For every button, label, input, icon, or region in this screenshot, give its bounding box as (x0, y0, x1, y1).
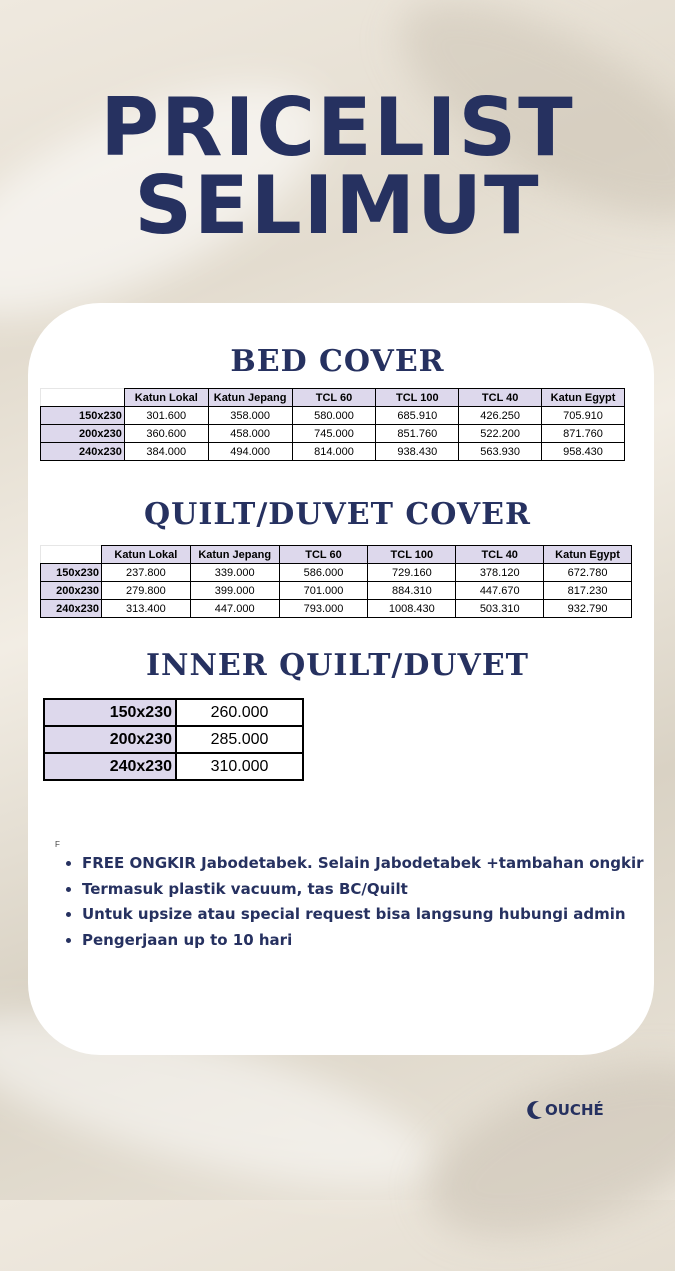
quilt-cover-heading: QUILT/DUVET COVER (144, 497, 531, 532)
notes-list (64, 851, 644, 953)
page-title-line2: SELIMUT (134, 159, 541, 252)
table-header-row (41, 546, 632, 564)
row-size-label: 240x230 (44, 753, 176, 780)
column-header: TCL 40 (456, 546, 544, 564)
price-cell: 384.000 (124, 443, 208, 461)
background-fold (406, 1029, 675, 1270)
price-cell: 279.800 (101, 582, 190, 600)
inner-quilt-table (43, 698, 304, 781)
table-row (44, 726, 303, 753)
price-cell: 745.000 (292, 425, 376, 443)
price-cell: 851.760 (376, 425, 459, 443)
column-header: Katun Jepang (208, 389, 292, 407)
price-cell: 310.000 (176, 753, 303, 780)
price-cell: 958.430 (542, 443, 625, 461)
row-size-label: 200x230 (41, 582, 102, 600)
column-header: TCL 60 (279, 546, 368, 564)
column-header: Katun Egypt (544, 546, 632, 564)
price-cell: 301.600 (124, 407, 208, 425)
table-row (41, 425, 625, 443)
price-cell: 793.000 (279, 600, 368, 618)
price-cell: 580.000 (292, 407, 376, 425)
price-cell: 378.120 (456, 564, 544, 582)
bed-cover-table (40, 388, 625, 461)
column-header: TCL 100 (376, 389, 459, 407)
table-row (41, 407, 625, 425)
price-cell: 932.790 (544, 600, 632, 618)
price-cell: 339.000 (190, 564, 279, 582)
price-cell: 399.000 (190, 582, 279, 600)
table-corner (41, 389, 125, 407)
table-row (41, 443, 625, 461)
column-header: Katun Lokal (124, 389, 208, 407)
price-cell: 285.000 (176, 726, 303, 753)
stray-mark: F (55, 840, 60, 849)
row-size-label: 150x230 (41, 564, 102, 582)
price-cell: 685.910 (376, 407, 459, 425)
price-cell: 705.910 (542, 407, 625, 425)
column-header: Katun Jepang (190, 546, 279, 564)
row-size-label: 240x230 (41, 600, 102, 618)
row-size-label: 150x230 (44, 699, 176, 726)
price-cell: 814.000 (292, 443, 376, 461)
price-cell: 672.780 (544, 564, 632, 582)
column-header: TCL 100 (368, 546, 456, 564)
table-row (41, 564, 632, 582)
price-cell: 447.000 (190, 600, 279, 618)
list-item: • Termasuk plastik vacuum, tas BC/Quilt (82, 877, 644, 903)
page-title-line1: PRICELIST (100, 81, 575, 174)
price-cell: 586.000 (279, 564, 368, 582)
brand-logo (526, 1100, 604, 1120)
price-cell: 729.160 (368, 564, 456, 582)
price-cell: 884.310 (368, 582, 456, 600)
price-cell: 458.000 (208, 425, 292, 443)
price-cell: 494.000 (208, 443, 292, 461)
row-size-label: 150x230 (41, 407, 125, 425)
brand-name: OUCHÉ (545, 1101, 604, 1119)
price-cell: 701.000 (279, 582, 368, 600)
price-cell: 358.000 (208, 407, 292, 425)
inner-quilt-heading: INNER QUILT/DUVET (145, 648, 530, 683)
list-item: • Pengerjaan up to 10 hari (82, 928, 644, 954)
price-cell: 447.670 (456, 582, 544, 600)
price-cell: 938.430 (376, 443, 459, 461)
price-cell: 871.760 (542, 425, 625, 443)
row-size-label: 240x230 (41, 443, 125, 461)
column-header: TCL 40 (459, 389, 542, 407)
list-item: • FREE ONGKIR Jabodetabek. Selain Jabodetabek +tambahan ongkir (82, 851, 644, 877)
row-size-label: 200x230 (44, 726, 176, 753)
price-cell: 313.400 (101, 600, 190, 618)
price-cell: 260.000 (176, 699, 303, 726)
price-cell: 563.930 (459, 443, 542, 461)
table-row (41, 600, 632, 618)
price-cell: 360.600 (124, 425, 208, 443)
column-header: TCL 60 (292, 389, 376, 407)
column-header: Katun Lokal (101, 546, 190, 564)
table-row (41, 582, 632, 600)
price-cell: 522.200 (459, 425, 542, 443)
quilt-cover-table (40, 545, 632, 618)
list-item: • Untuk upsize atau special request bisa langsung hubungi admin (82, 902, 644, 928)
table-corner (41, 546, 102, 564)
price-cell: 503.310 (456, 600, 544, 618)
price-cell: 426.250 (459, 407, 542, 425)
price-cell: 817.230 (544, 582, 632, 600)
table-header-row (41, 389, 625, 407)
bed-cover-heading: BED COVER (230, 344, 445, 379)
column-header: Katun Egypt (542, 389, 625, 407)
crescent-moon-icon (526, 1100, 544, 1120)
price-cell: 1008.430 (368, 600, 456, 618)
table-row (44, 699, 303, 726)
table-row (44, 753, 303, 780)
row-size-label: 200x230 (41, 425, 125, 443)
price-cell: 237.800 (101, 564, 190, 582)
